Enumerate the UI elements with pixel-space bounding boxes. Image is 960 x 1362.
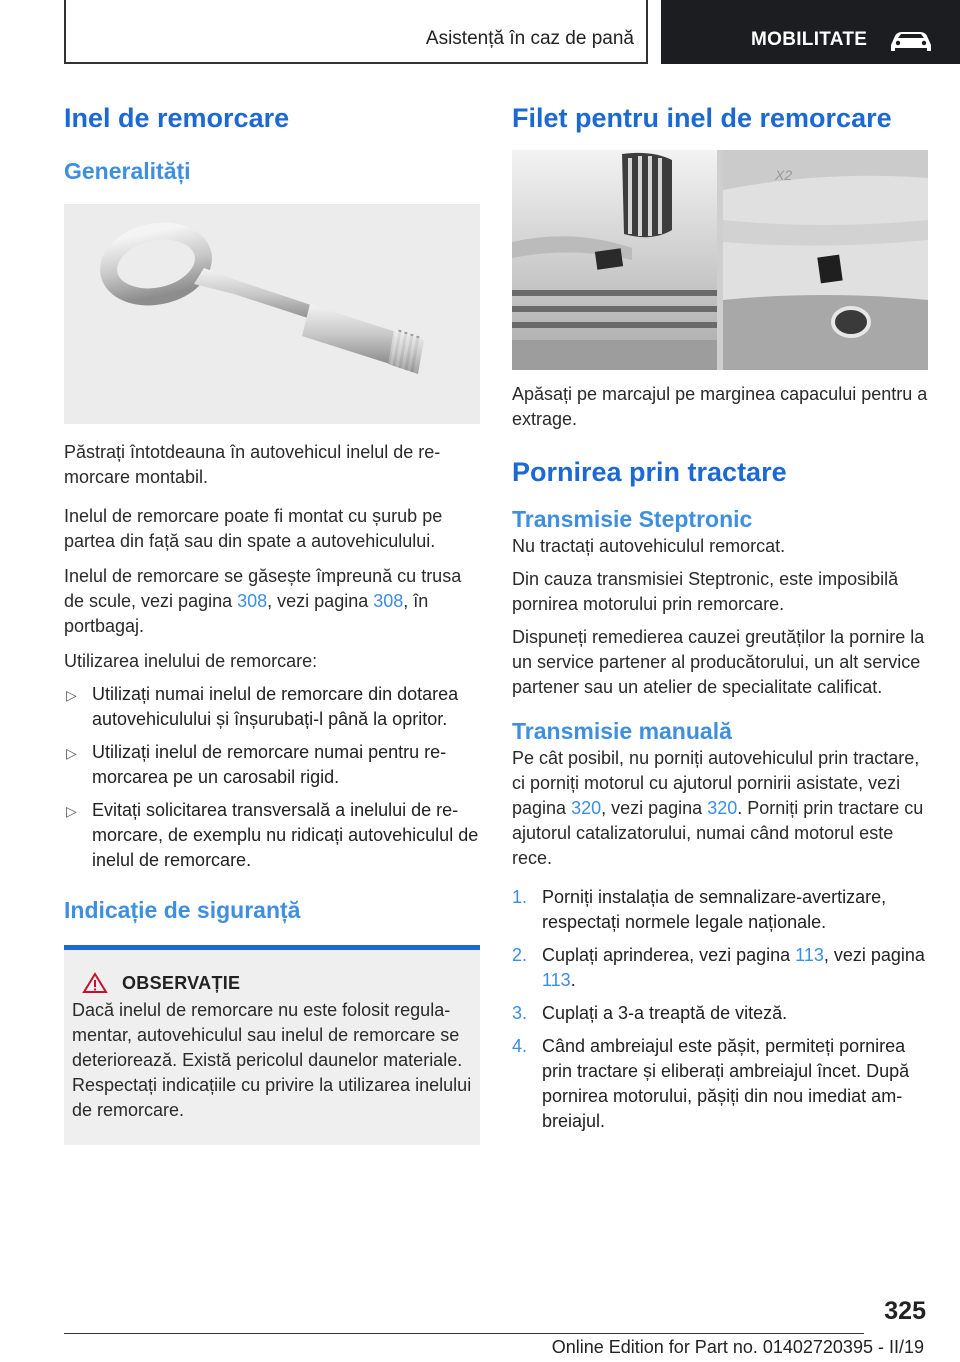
header-chapter-title: MOBILITATE [751, 29, 868, 50]
list-item: 3. Cuplați a 3-a treaptă de viteză. [512, 1003, 788, 1023]
car-icon [887, 27, 935, 55]
paragraph-keep-ring: Păstrați întotdeauna în autovehicul inelul de remorcare montabil. [64, 442, 441, 487]
list-item: ▷ Utilizați numai inelul de remorcare din dotarea autovehiculului și înșurubați-l până la opritor. [66, 684, 459, 729]
paragraph-no-tow: Nu tractați autovehiculul remorcat. [512, 536, 786, 556]
triangle-bullet-icon: ▷ [66, 687, 77, 703]
header-section-box [64, 0, 648, 64]
note-title: OBSERVAȚIE [122, 972, 241, 993]
note-text: Dacă inelul de remorcare nu este folosit regulamentar, autovehiculul sau inelul de remorcare se deteriorează. Există pericolul daunelor materiale. Respectați indicațiile cu privire la utilizarea inelului de remorcare. [72, 1000, 472, 1120]
towing-eye-figure [64, 204, 480, 424]
footer-divider [64, 1333, 864, 1334]
bumper-photos-figure [512, 150, 928, 370]
usage-bullet-list [64, 682, 480, 873]
header-section-title: Asistență în caz de pană [425, 28, 634, 49]
left-column [64, 100, 480, 1145]
page-link-113-a[interactable]: 113 [795, 945, 824, 965]
paragraph-press-marking: Apăsați pe marcajul pe marginea capacului pentru a extrage. [512, 384, 928, 429]
paragraph-steptronic-reason: Din cauza transmisiei Steptronic, este imposibilă pornirea motorului prin remorcare. [512, 569, 899, 614]
triangle-bullet-icon: ▷ [66, 803, 77, 819]
section-title-thread: Filet pentru inel de remorcare [512, 103, 892, 133]
car-model-badge: X2 [775, 167, 793, 183]
subsection-steptronic: Transmisie Steptronic [512, 506, 753, 532]
list-item: 4. Când ambreiajul este pășit, permiteți pornirea prin tractare și eliberați ambreiajul încet. După pornirea motorului, pășiți din nou imediat ambreiajul. [512, 1036, 910, 1131]
subsection-manual: Transmisie manuală [512, 718, 732, 744]
rear-bumper-photo [723, 150, 928, 370]
right-column [512, 100, 928, 1142]
page-link-308-a[interactable]: 308 [237, 591, 268, 611]
page-link-320-a[interactable]: 320 [571, 798, 602, 818]
warning-triangle-icon [82, 972, 108, 994]
header-chapter-box [661, 0, 960, 64]
list-item: 2. Cuplați aprinderea, vezi pagina 113, vezi pagina 113. [512, 945, 925, 990]
towing-eye-illustration [64, 204, 480, 424]
paragraph-usage-intro: Utilizarea inelului de remorcare: [64, 651, 318, 671]
warning-note-box [64, 945, 480, 1145]
page-link-113-b[interactable]: 113 [542, 970, 571, 990]
note-heading [82, 972, 472, 994]
paragraph-ring-location: Inelul de remorcare se găsește împreună cu trusa de scule, vezi pagina 308, vezi pagina 308, în portbagaj. [64, 566, 462, 636]
paragraph-manual-tow: Pe cât posibil, nu porniți autovehiculul prin tractare, ci porniți motorul cu ajutorul pornirii asistate, vezi pagina 320, vezi pagina 320. Porniți prin tractare cu ajutorul catalizatorului, numai când motorul este rece. [512, 748, 924, 868]
list-item: 1. Porniți instalația de semnalizare-avertizare, respectați normele legale naționale. [512, 887, 887, 932]
section-title-tow-start: Pornirea prin tractare [512, 457, 787, 487]
list-item: ▷ Evitați solicitarea transversală a inelului de remorcare, de exemplu nu ridicați autovehiculul de inelul de remorcare. [66, 800, 479, 870]
subsection-safety-note: Indicație de siguranță [64, 897, 301, 923]
page-number: 325 [884, 1297, 926, 1325]
paragraph-mount-ring: Inelul de remorcare poate fi montat cu șurub pe partea din față sau din spate a autovehiculului. [64, 506, 443, 551]
triangle-bullet-icon: ▷ [66, 745, 77, 761]
list-item: ▷ Utilizați inelul de remorcare numai pentru remorcarea pe un carosabil rigid. [66, 742, 447, 787]
footer-edition: Online Edition for Part no. 01402720395 - II/19 [551, 1337, 924, 1357]
tow-start-steps [512, 885, 928, 1134]
subsection-general: Generalități [64, 158, 191, 184]
section-title-towing-eye: Inel de remorcare [64, 103, 290, 133]
paragraph-service-advice: Dispuneți remedierea cauzei greutăților la pornire la un service partener al producătorului, un alt service partener sau un atelier de specialitate calificat. [512, 627, 925, 697]
page-link-308-b[interactable]: 308 [373, 591, 404, 611]
page-link-320-b[interactable]: 320 [707, 798, 738, 818]
